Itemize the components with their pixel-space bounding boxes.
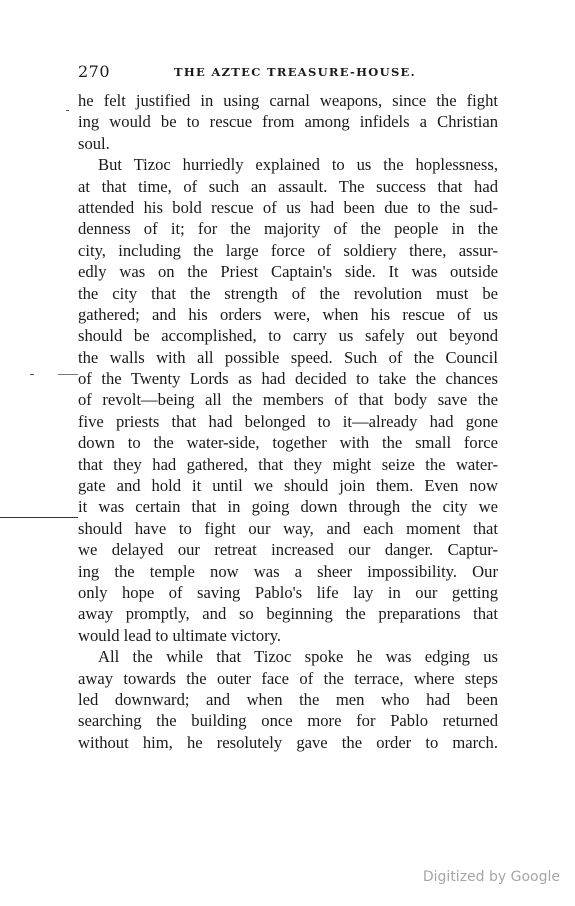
text-line: away promptly, and so beginning the preparations that xyxy=(78,604,498,624)
text-line: the walls with all possible speed. Such of the Council xyxy=(78,347,498,367)
text-line: away towards the outer face of the terrace, where steps xyxy=(78,668,498,688)
text-line: five priests that had belonged to it—already had gone xyxy=(78,411,498,431)
margin-mark xyxy=(58,374,78,375)
text-line: denness of it; for the majority of the people in the xyxy=(78,219,498,239)
text-line: gate and hold it until we should join them. Even now xyxy=(78,476,498,496)
text-line: the city that the strength of the revolution must be xyxy=(78,283,498,303)
text-line: without him, he resolutely gave the order to march. xyxy=(78,732,498,752)
text-line: gathered; and his orders were, when his rescue of us xyxy=(78,304,498,324)
text-line: All the while that Tizoc spoke he was edging us xyxy=(98,647,498,667)
text-line: should be accomplished, to carry us safely out beyond xyxy=(78,326,498,346)
running-title: THE AZTEC TREASURE-HOUSE. xyxy=(174,65,416,79)
text-line: at that time, of such an assault. The success that had xyxy=(78,176,498,196)
text-line: of revolt—being all the members of that body save the xyxy=(78,390,498,410)
text-line: city, including the large force of soldiery there, assur- xyxy=(78,240,498,260)
page-number: 270 xyxy=(78,62,111,81)
body-text xyxy=(78,90,498,753)
text-line: would lead to ultimate victory. xyxy=(78,625,282,645)
text-line: ing the temple now was a sheer impossibility. Our xyxy=(78,561,498,581)
text-line: edly was on the Priest Captain's side. It was outside xyxy=(78,262,498,282)
text-line: led downward; and when the men who had been xyxy=(78,689,498,709)
text-line: ing would be to rescue from among infidels a Christian xyxy=(78,112,498,132)
margin-mark xyxy=(0,517,78,518)
text-line: we delayed our retreat increased our danger. Captur- xyxy=(78,540,498,560)
margin-mark xyxy=(30,374,34,375)
digitized-watermark: Digitized by Google xyxy=(422,869,560,885)
text-line: down to the water-side, together with the small force xyxy=(78,433,498,453)
text-line: attended his bold rescue of us had been due to the sud- xyxy=(78,197,498,217)
text-line: that they had gathered, that they might seize the water- xyxy=(78,454,498,474)
page-header xyxy=(78,62,500,82)
text-line: searching the building once more for Pablo returned xyxy=(78,711,498,731)
text-line: soul. xyxy=(78,133,110,153)
text-line: it was certain that in going down through the city we xyxy=(78,497,498,517)
margin-mark xyxy=(66,110,69,111)
text-line: of the Twenty Lords as had decided to take the chances xyxy=(78,369,498,389)
text-line: he felt justified in using carnal weapons, since the fight xyxy=(78,91,498,110)
text-line: should have to fight our way, and each moment that xyxy=(78,518,498,538)
text-line: But Tizoc hurriedly explained to us the hoplessness, xyxy=(98,155,498,175)
text-line: only hope of saving Pablo's life lay in our getting xyxy=(78,582,498,602)
